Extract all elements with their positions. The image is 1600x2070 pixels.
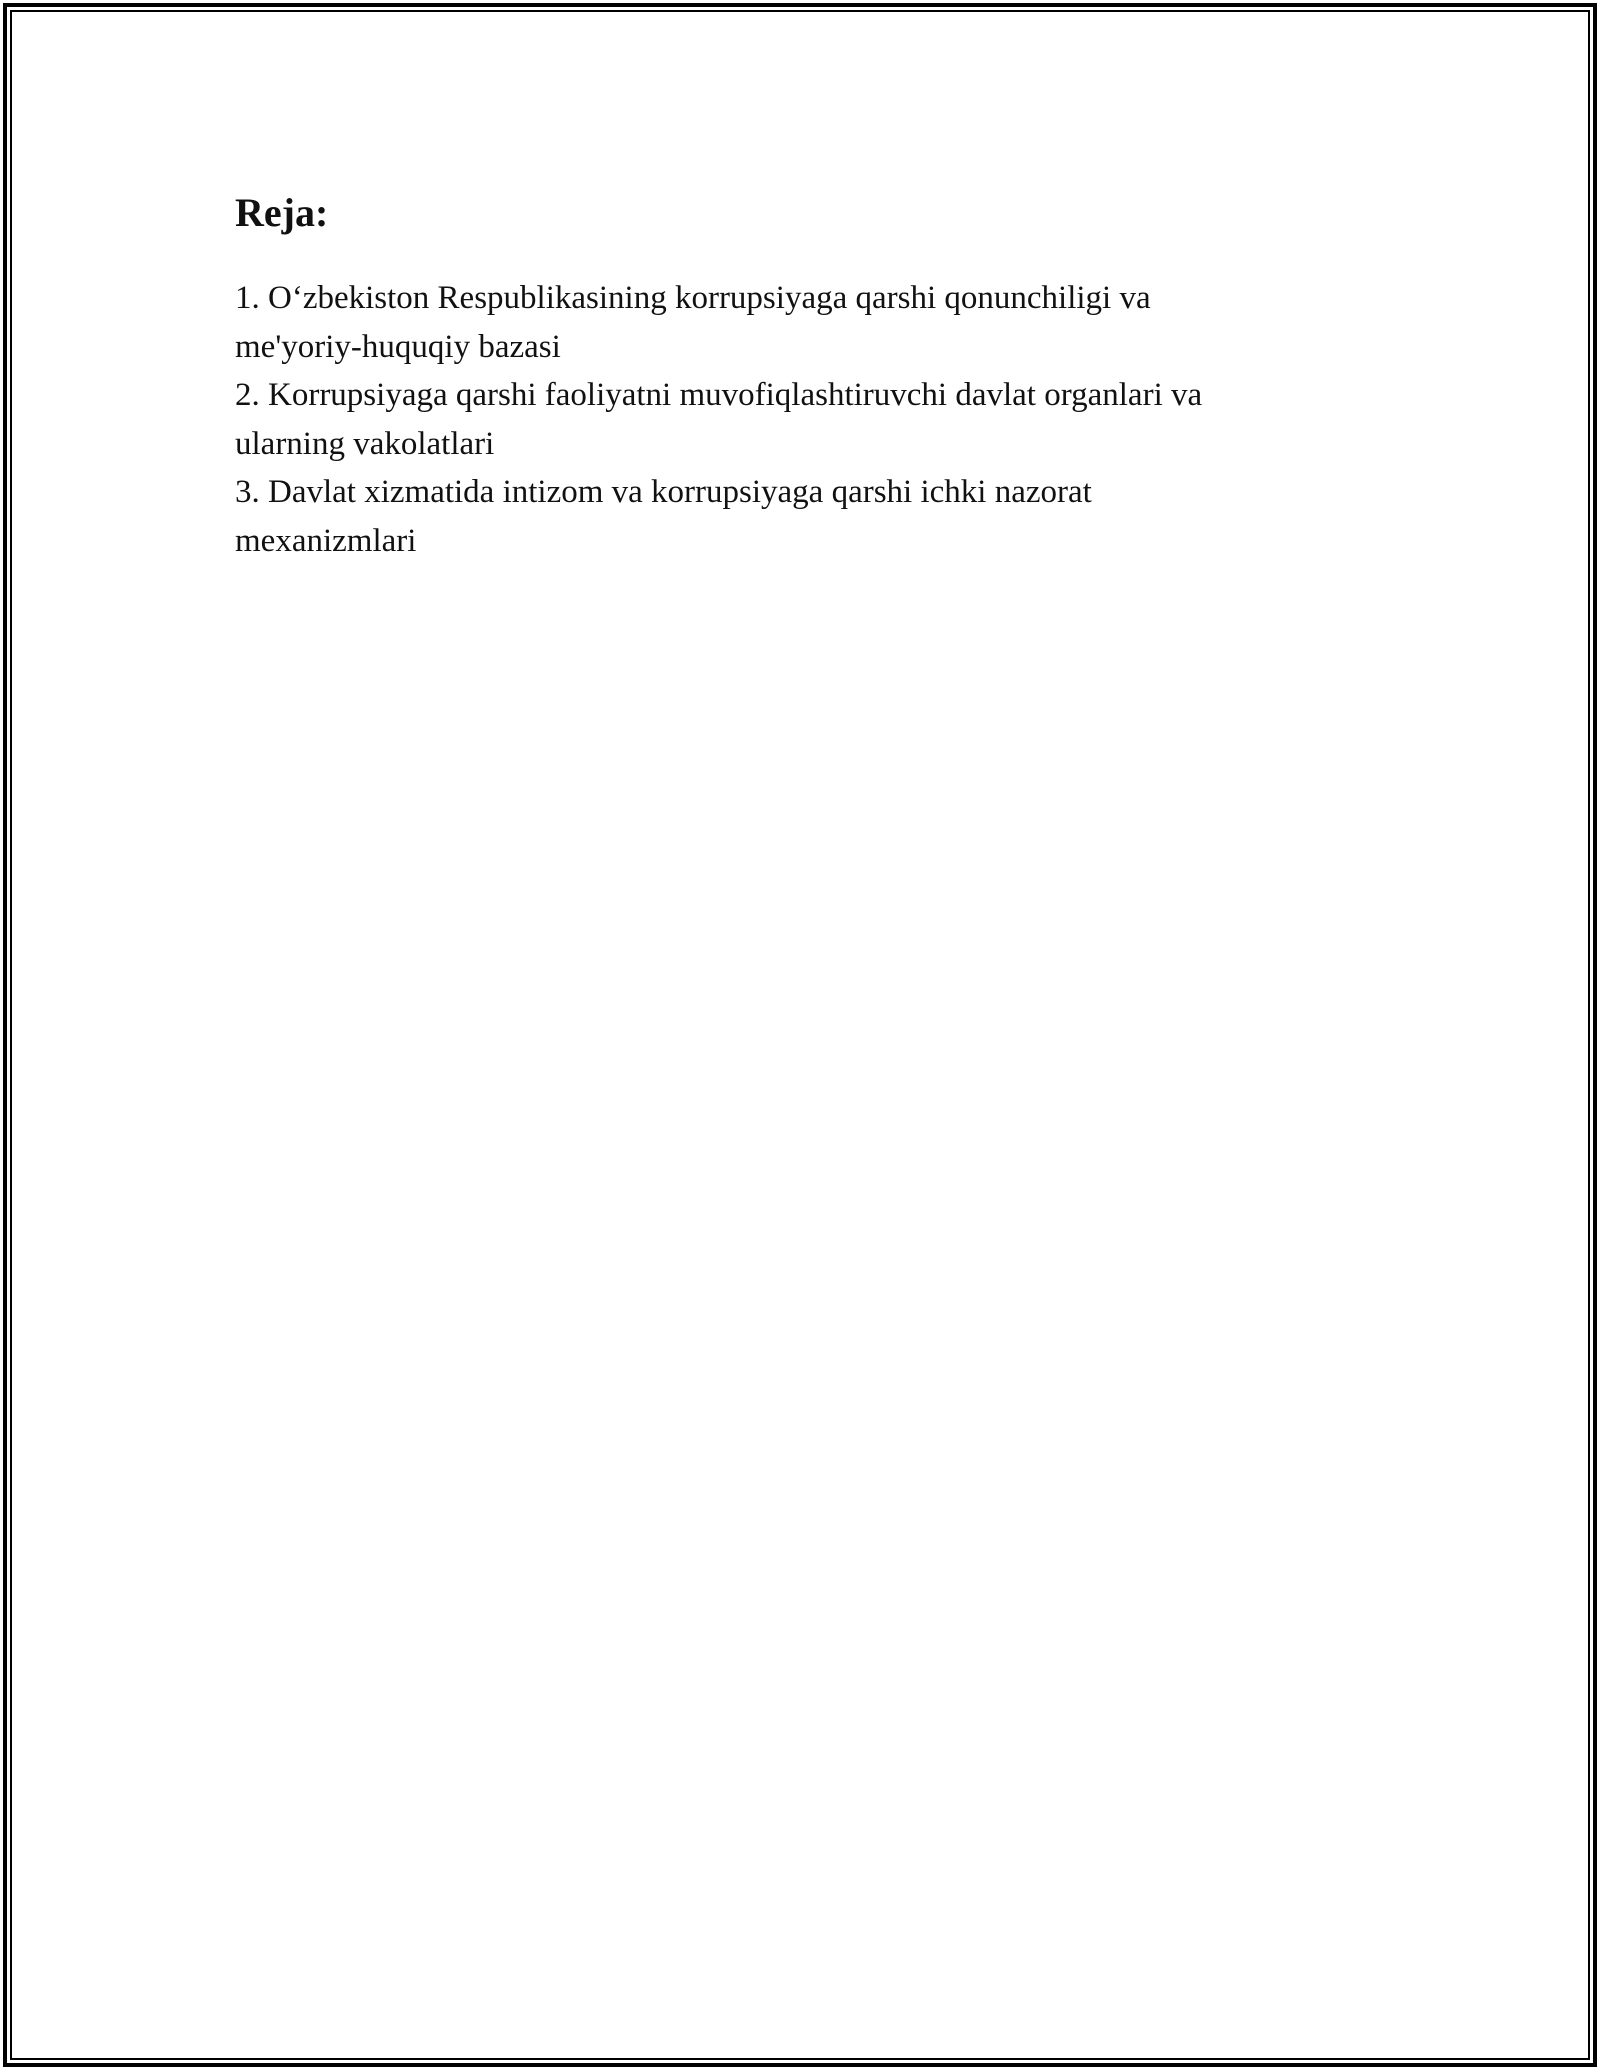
plan-item-1-line-2: me'yoriy-huquqiy bazasi	[235, 328, 561, 365]
document-body	[235, 180, 1365, 565]
plan-item-3	[235, 468, 1365, 565]
plan-item-2-line-1: 2. Korrupsiyaga qarshi faoliyatni muvofiqlashtiruvchi davlat organlari va	[235, 377, 1203, 413]
plan-list	[235, 274, 1365, 565]
plan-item-2	[235, 371, 1365, 468]
plan-item-1	[235, 274, 1365, 371]
plan-item-3-line-2: mexanizmlari	[235, 522, 417, 559]
plan-item-2-line-2: ularning vakolatlari	[235, 425, 495, 462]
plan-item-1-line-1: 1. O‘zbekiston Respublikasining korrupsiyaga qarshi qonunchiligi va	[235, 280, 1151, 316]
plan-item-3-line-1: 3. Davlat xizmatida intizom va korrupsiyaga qarshi ichki nazorat	[235, 474, 1092, 510]
plan-title: Reja:	[235, 190, 329, 235]
